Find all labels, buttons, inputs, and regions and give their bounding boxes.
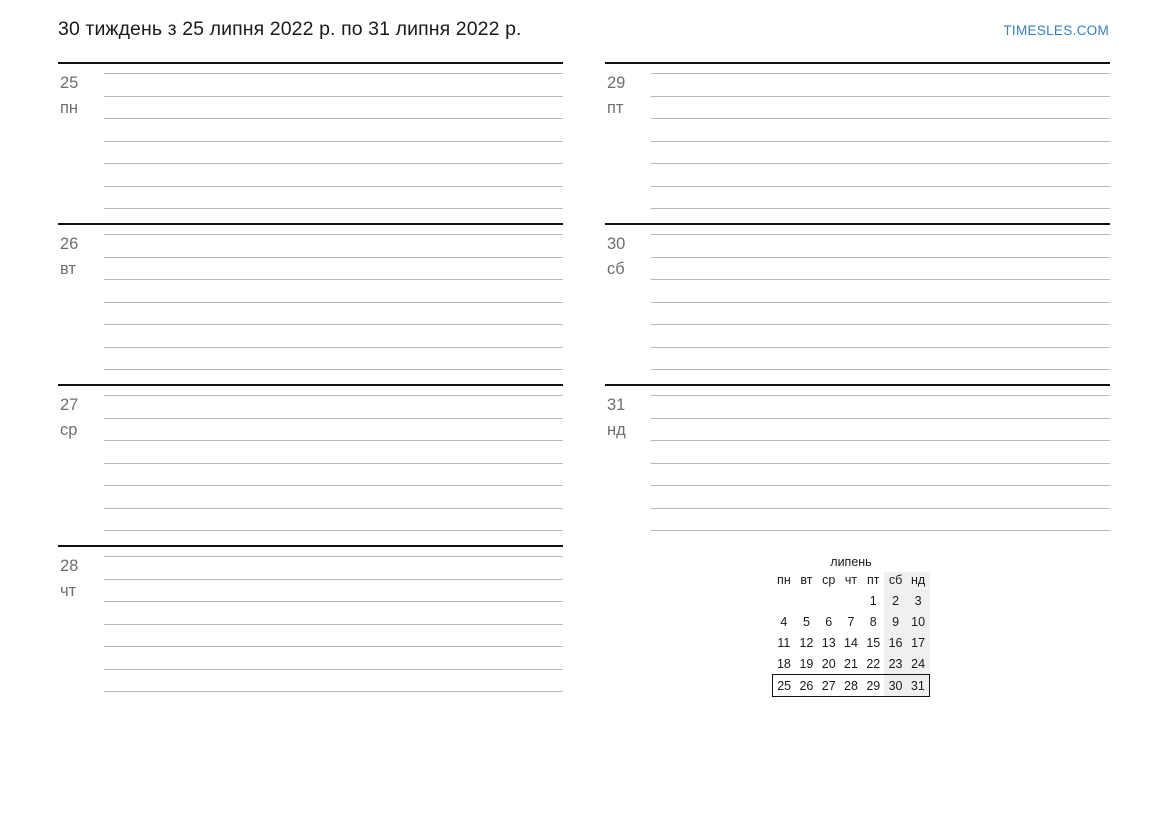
- right-column: [605, 62, 1110, 706]
- day-spacer: [58, 370, 563, 384]
- day-block: [605, 384, 1110, 545]
- day-weekday: чт: [60, 582, 77, 600]
- day-label: [605, 393, 651, 531]
- mini-calendar-header-row: [773, 572, 930, 590]
- mini-calendar-day[interactable]: 5: [802, 614, 810, 629]
- site-link[interactable]: TIMESLES.COM: [1003, 23, 1109, 38]
- day-label: [58, 232, 104, 370]
- mini-calendar-day[interactable]: 16: [884, 632, 906, 653]
- writing-line[interactable]: [104, 96, 563, 97]
- mini-calendar-day[interactable]: [840, 590, 862, 611]
- day-label: [58, 71, 104, 209]
- day-number: 30: [607, 235, 626, 253]
- day-spacer: [605, 370, 1110, 384]
- writing-line[interactable]: [651, 234, 1110, 235]
- mini-calendar-day[interactable]: 28: [840, 675, 862, 697]
- day-spacer: [605, 209, 1110, 223]
- mini-calendar-day[interactable]: 2: [884, 590, 906, 611]
- writing-line[interactable]: [104, 530, 563, 531]
- day-number: 28: [60, 557, 79, 575]
- writing-line[interactable]: [104, 186, 563, 187]
- mini-calendar-day[interactable]: 24: [907, 653, 930, 675]
- writing-line[interactable]: [651, 279, 1110, 280]
- writing-line[interactable]: [651, 440, 1110, 441]
- day-body: [58, 64, 563, 209]
- writing-line[interactable]: [104, 73, 563, 74]
- mini-calendar-day[interactable]: [773, 590, 796, 611]
- day-weekday: ср: [60, 421, 78, 439]
- mini-calendar-day[interactable]: 9: [884, 611, 906, 632]
- mini-calendar-day[interactable]: 4: [780, 614, 788, 629]
- mini-calendar-day[interactable]: 31: [907, 675, 930, 697]
- mini-calendar-day[interactable]: 11: [777, 635, 791, 650]
- writing-line[interactable]: [104, 601, 563, 602]
- writing-line[interactable]: [651, 163, 1110, 164]
- writing-line[interactable]: [651, 208, 1110, 209]
- writing-line[interactable]: [104, 208, 563, 209]
- writing-line[interactable]: [104, 347, 563, 348]
- writing-line[interactable]: [104, 624, 563, 625]
- writing-line[interactable]: [651, 324, 1110, 325]
- mini-calendar-day[interactable]: 21: [844, 656, 858, 671]
- page-header: [58, 18, 1109, 56]
- day-body: [58, 386, 563, 531]
- page-title: 30 тиждень з 25 липня 2022 р. по 31 липня 2022 р.: [58, 18, 522, 40]
- mini-calendar-day[interactable]: [795, 590, 817, 611]
- mini-calendar-week-row: [773, 675, 930, 697]
- mini-calendar-weekday: вт: [800, 573, 813, 587]
- day-body: [605, 64, 1110, 209]
- day-spacer: [58, 692, 563, 706]
- writing-line[interactable]: [104, 279, 563, 280]
- mini-calendar-week-row: [773, 653, 930, 675]
- day-number: 31: [607, 396, 626, 414]
- writing-lines[interactable]: [104, 232, 563, 370]
- mini-calendar-day[interactable]: 13: [821, 635, 836, 650]
- day-label: [605, 232, 651, 370]
- writing-lines[interactable]: [651, 232, 1110, 370]
- day-number: 29: [607, 74, 626, 92]
- day-spacer: [58, 209, 563, 223]
- day-body: [58, 225, 563, 370]
- day-spacer: [605, 531, 1110, 545]
- writing-lines[interactable]: [104, 554, 563, 692]
- mini-calendar-weekday: пн: [777, 573, 791, 587]
- writing-line[interactable]: [104, 302, 563, 303]
- writing-line[interactable]: [104, 141, 563, 142]
- writing-line[interactable]: [104, 418, 563, 419]
- mini-calendar-body: [773, 590, 930, 697]
- day-label: [58, 554, 104, 692]
- mini-calendar-day[interactable]: 3: [907, 590, 930, 611]
- writing-line[interactable]: [651, 141, 1110, 142]
- writing-lines[interactable]: [651, 393, 1110, 531]
- writing-line[interactable]: [651, 347, 1110, 348]
- writing-line[interactable]: [651, 369, 1110, 370]
- mini-calendar-day[interactable]: 12: [799, 635, 814, 650]
- mini-calendar-day[interactable]: 30: [884, 675, 906, 697]
- mini-calendar-weekday: ср: [822, 573, 836, 587]
- writing-line[interactable]: [104, 234, 563, 235]
- writing-line[interactable]: [651, 395, 1110, 396]
- writing-line[interactable]: [104, 556, 563, 557]
- writing-line[interactable]: [104, 508, 563, 509]
- day-spacer: [58, 531, 563, 545]
- writing-line[interactable]: [104, 118, 563, 119]
- left-column: [58, 62, 563, 706]
- mini-calendar-day[interactable]: 25: [773, 675, 796, 697]
- mini-calendar-day[interactable]: 10: [907, 611, 930, 632]
- mini-calendar-day[interactable]: 22: [866, 656, 881, 671]
- writing-line[interactable]: [651, 96, 1110, 97]
- writing-line[interactable]: [651, 186, 1110, 187]
- day-weekday: нд: [607, 421, 626, 439]
- mini-calendar-week-row: [773, 611, 930, 632]
- day-body: [605, 386, 1110, 531]
- day-number: 25: [60, 74, 79, 92]
- mini-calendar-day[interactable]: 8: [869, 614, 877, 629]
- writing-line[interactable]: [104, 324, 563, 325]
- mini-calendar-day[interactable]: 26: [795, 675, 817, 697]
- mini-calendar-weekday: чт: [844, 573, 858, 587]
- writing-line[interactable]: [651, 73, 1110, 74]
- writing-line[interactable]: [104, 369, 563, 370]
- writing-lines[interactable]: [104, 393, 563, 531]
- mini-calendar-day[interactable]: 18: [776, 656, 791, 671]
- writing-lines[interactable]: [104, 71, 563, 209]
- mini-calendar-day[interactable]: 15: [866, 635, 881, 650]
- day-weekday: вт: [60, 260, 76, 278]
- day-number: 27: [60, 396, 79, 414]
- day-weekday: сб: [607, 260, 625, 278]
- mini-calendar-day[interactable]: 27: [818, 675, 840, 697]
- mini-calendar-day[interactable]: 17: [907, 632, 930, 653]
- writing-line[interactable]: [651, 118, 1110, 119]
- mini-calendar-day[interactable]: 20: [821, 656, 836, 671]
- day-block: [58, 545, 563, 706]
- writing-line[interactable]: [651, 257, 1110, 258]
- planner-columns: [58, 62, 1109, 706]
- mini-calendar-week-row: [773, 632, 930, 653]
- mini-calendar-day[interactable]: 19: [799, 656, 814, 671]
- writing-line[interactable]: [104, 463, 563, 464]
- mini-calendar: [772, 555, 930, 697]
- day-number: 26: [60, 235, 79, 253]
- day-body: [58, 547, 563, 692]
- mini-calendar-weekday: сб: [884, 572, 906, 590]
- mini-calendar-day[interactable]: 29: [862, 675, 884, 697]
- mini-calendar-day[interactable]: 7: [847, 614, 855, 629]
- writing-line[interactable]: [651, 508, 1110, 509]
- writing-lines[interactable]: [651, 71, 1110, 209]
- writing-line[interactable]: [104, 485, 563, 486]
- writing-line[interactable]: [651, 485, 1110, 486]
- day-label: [605, 71, 651, 209]
- day-block: [58, 62, 563, 223]
- writing-line[interactable]: [104, 669, 563, 670]
- writing-line[interactable]: [651, 463, 1110, 464]
- mini-calendar-wrap: [605, 555, 1110, 697]
- day-block: [58, 223, 563, 384]
- day-weekday: пт: [607, 99, 624, 117]
- writing-line[interactable]: [104, 395, 563, 396]
- day-label: [58, 393, 104, 531]
- mini-calendar-day[interactable]: 14: [844, 635, 858, 650]
- mini-calendar-table: [772, 572, 930, 697]
- writing-line[interactable]: [104, 163, 563, 164]
- day-block: [58, 384, 563, 545]
- mini-calendar-day[interactable]: 1: [869, 593, 877, 608]
- writing-line[interactable]: [104, 646, 563, 647]
- mini-calendar-day[interactable]: [818, 590, 840, 611]
- mini-calendar-weekday: нд: [907, 572, 930, 590]
- writing-line[interactable]: [104, 440, 563, 441]
- writing-line[interactable]: [104, 579, 563, 580]
- day-body: [605, 225, 1110, 370]
- mini-calendar-weekday: пт: [867, 573, 880, 587]
- writing-line[interactable]: [651, 418, 1110, 419]
- mini-calendar-title: липень: [830, 555, 872, 569]
- day-weekday: пн: [60, 99, 79, 117]
- day-block: [605, 223, 1110, 384]
- writing-line[interactable]: [104, 257, 563, 258]
- mini-calendar-day[interactable]: 23: [884, 653, 906, 675]
- day-block: [605, 62, 1110, 223]
- writing-line[interactable]: [651, 530, 1110, 531]
- writing-line[interactable]: [104, 691, 563, 692]
- mini-calendar-week-row: [773, 590, 930, 611]
- writing-line[interactable]: [651, 302, 1110, 303]
- mini-calendar-day[interactable]: 6: [825, 614, 833, 629]
